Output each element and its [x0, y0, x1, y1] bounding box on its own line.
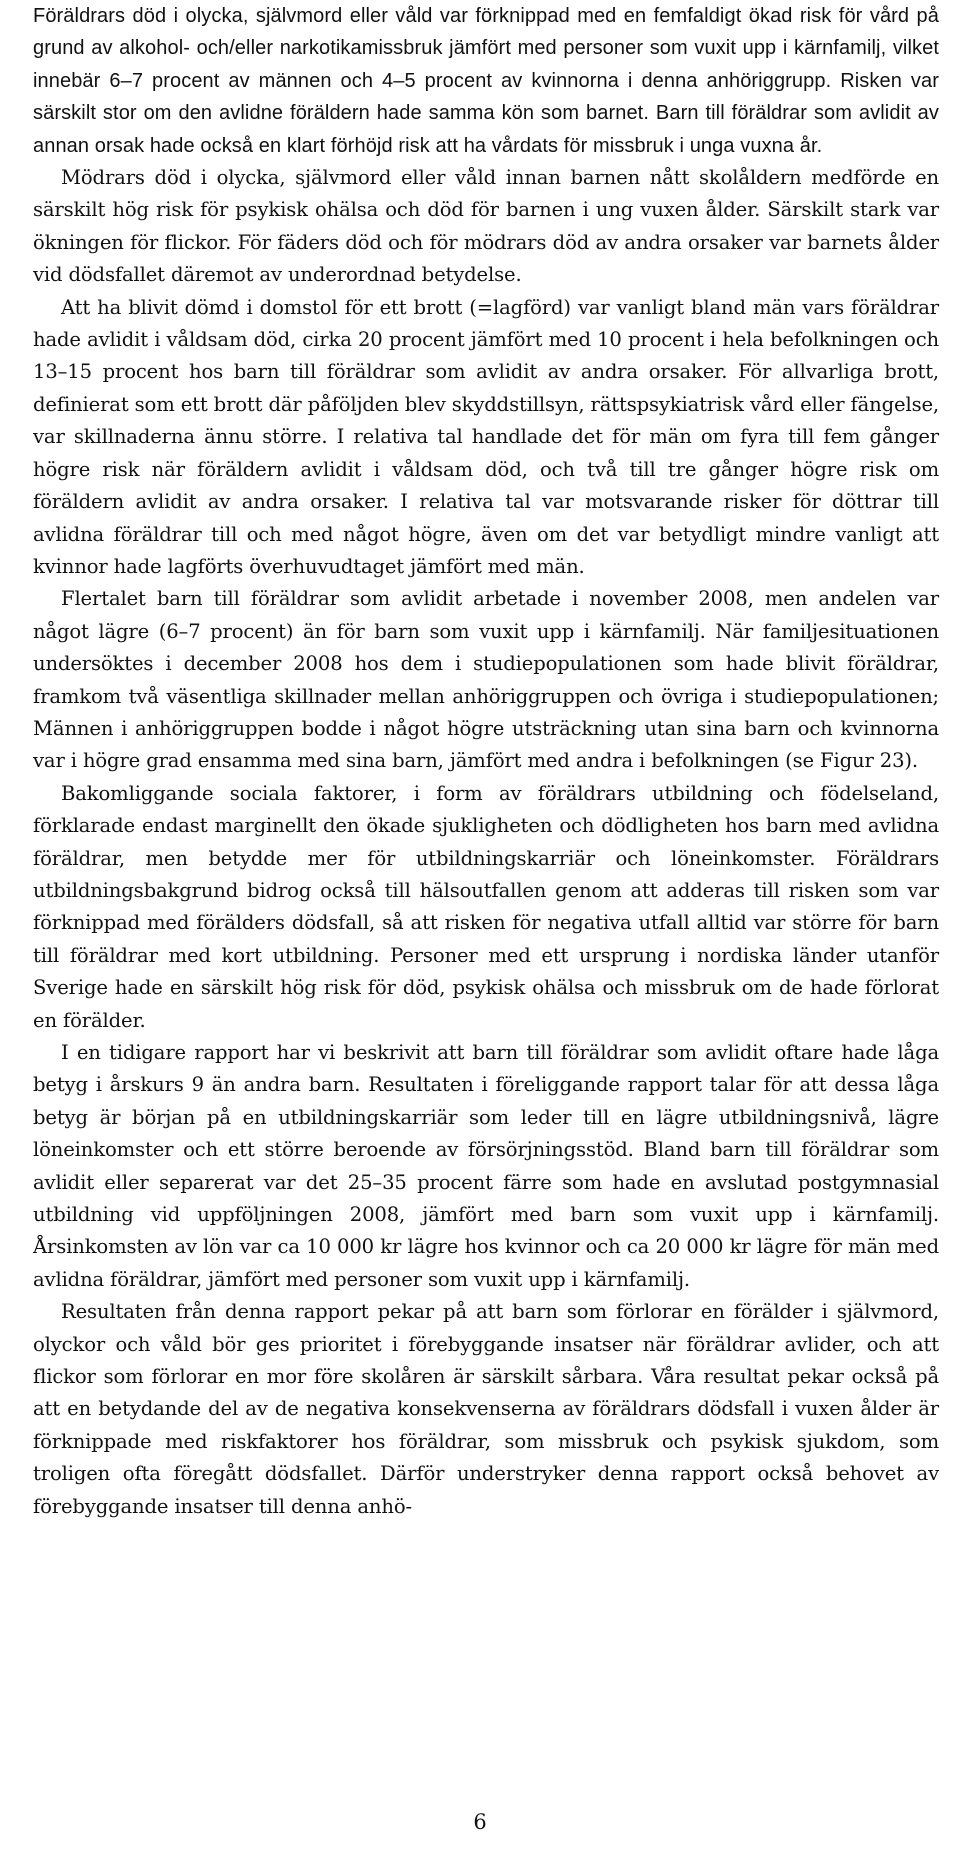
paragraph-convictions [33, 292, 939, 584]
paragraph-text: I en tidigare rapport har vi beskrivit att barn till föräldrar som avlidit oftare hade låga betyg i årskurs 9 än andra barn. Resultaten i föreliggande rapport talar för att dessa låga betyg är början på en utbildningskarriär som leder till en lägre utbildningsnivå, lägre löneinkomster och ett större beroende av försörjningsstöd. Bland barn till föräldrar som avlidit eller separerat var det 25–35 procent färre som hade en avslutad postgymnasial utbildning vid uppföljningen 2008, jämfört med barn som vuxit upp i kärnfamilj. Årsinkomsten av lön var ca 10 000 kr lägre hos kvinnor och ca 20 000 kr lägre för män med avlidna föräldrar, jämfört med personer som vuxit upp i kärnfamilj. [33, 1041, 939, 1291]
paragraph-text: Att ha blivit dömd i domstol för ett brott (=lagförd) var vanligt bland män vars föräldrar hade avlidit i våldsam död, cirka 20 procent jämfört med 10 procent i hela befolkningen och 13–15 procent hos barn till föräldrar som avlidit av andra orsaker. För allvarliga brott, definierat som ett brott där påföljden blev skyddstillsyn, rättspsykiatrisk vård eller fängelse, var skillnaderna ännu större. I relativa tal handlade det för män om fyra till fem gånger högre risk när föräldern avlidit i våldsam död, och två till tre gånger högre risk om föräldern avlidit av andra orsaker. I relativa tal var motsvarande risker för döttrar till avlidna föräldrar till och med något högre, även om det var betydligt mindre vanligt att kvinnor hade lagförts överhuvudtaget jämfört med män. [33, 295, 939, 578]
paragraph-conclusions [33, 1296, 939, 1523]
paragraph-text: Föräldrars död i olycka, självmord eller våld var förknippad med en femfaldigt ökad risk för vård på grund av alkohol- och/eller narkotikamissbruk jämfört med personer som vuxit upp i kärnfamilj, vilket innebär 6–7 procent av männen och 4–5 procent av kvinnorna i denna anhöriggrupp. Risken var särskilt stor om den avlidne föräldern hade samma kön som barnet. Barn till föräldrar som avlidit av annan orsak hade också en klart förhöjd risk att ha vårdats för missbruk i unga vuxna år. [33, 5, 939, 157]
paragraph-text: Resultaten från denna rapport pekar på att barn som förlorar en förälder i självmord, olyckor och våld bör ges prioritet i förebyggande insatser när föräldrar avlider, och att flickor som förlorar en mor före skolåren är särskilt sårbara. Våra resultat pekar också på att en betydande del av de negativa konsekvenserna av föräldrars dödsfall i vuxen ålder är förknippade med riskfaktorer hos föräldrar, som missbruk och psykisk sjukdom, som troligen ofta föregått dödsfallet. Därför understryker denna rapport också behovet av förebyggande insatser till denna anhö- [33, 1300, 939, 1518]
paragraph-text: Bakomliggande sociala faktorer, i form av föräldrars utbildning och födelseland, förklarade endast marginellt den ökade sjukligheten och dödligheten hos barn med avlidna föräldrar, men betydde mer för utbildningskarriär och löneinkomster. Föräldrars utbildningsbakgrund bidrog också till hälsoutfallen genom att adderas till risken som var förknippad med förälders dödsfall, så att risken för negativa utfall alltid var större för barn till föräldrar med kort utbildning. Personer med ett ursprung i nordiska länder utanför Sverige hade en särskilt hög risk för död, psykisk ohälsa och missbruk om de hade förlorat en förälder. [33, 781, 939, 1032]
paragraph-text: Mödrars död i olycka, självmord eller våld innan barnen nått skolåldern medförde en särskilt hög risk för psykisk ohälsa och död för barnen i ung vuxen ålder. Särskilt stark var ökningen för flickor. För fäders död och för mödrars död av andra orsaker var barnets ålder vid dödsfallet däremot av underordnad betydelse. [33, 166, 939, 287]
paragraph-text: Flertalet barn till föräldrar som avlidit arbetade i november 2008, men andelen var något lägre (6–7 procent) än för barn som vuxit upp i kärnfamilj. När familjesituationen undersöktes i december 2008 hos dem i studiepopulationen som hade blivit föräldrar, framkom två väsentliga skillnader mellan anhöriggruppen och övriga i studiepopulationen; Männen i anhöriggruppen bodde i något högre utsträckning utan sina barn och kvinnorna var i högre grad ensamma med sina barn, jämfört med andra i befolkningen (se Figur 23). [33, 587, 939, 773]
paragraph-substance-abuse [33, 0, 939, 162]
paragraph-education [33, 1037, 939, 1296]
paragraph-mothers-death [33, 162, 939, 292]
paragraph-social-factors [33, 778, 939, 1037]
page-number: 6 [473, 1810, 487, 1834]
document-page [33, 0, 939, 1523]
paragraph-employment [33, 583, 939, 777]
